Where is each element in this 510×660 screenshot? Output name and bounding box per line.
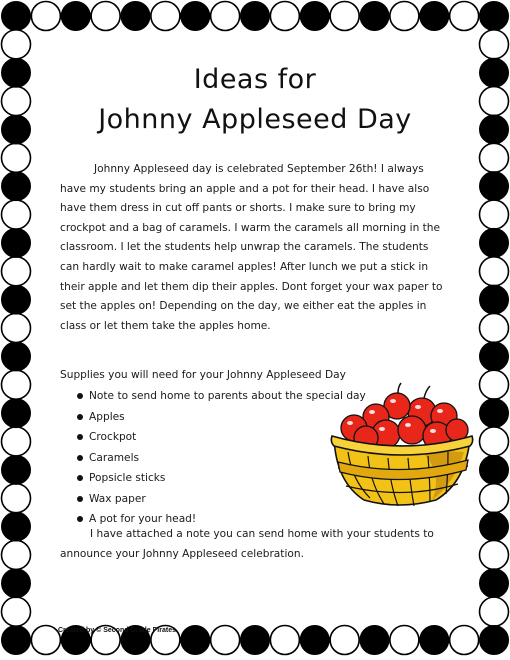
title-line-1: Ideas for bbox=[193, 64, 317, 95]
filled-dot bbox=[2, 285, 31, 314]
ring-dot bbox=[2, 87, 31, 116]
title-line-2: Johnny Appleseed Day bbox=[98, 104, 412, 135]
ring-dot bbox=[31, 626, 60, 655]
ring-dot bbox=[330, 626, 359, 655]
ring-dot bbox=[2, 200, 31, 229]
filled-dot bbox=[480, 228, 509, 257]
body-paragraph: Johnny Appleseed day is celebrated September 26th! I always have my students bring an apple and a pot for their head. I have also have them dress in cut off pants or shorts. I make sure to bring my crockpot and a bag of caramels. I warm the caramels all morning in the classroom. I let the students help unwrap the caramels. The students can hardly wait to make caramel apples! After lunch we put a stick in their apple and let them dip their apples. Dont forget your wax paper to set the apples on! Depending on the day, we either eat the apples in class or let them take the apples home. bbox=[60, 163, 443, 332]
ring-dot bbox=[31, 2, 60, 31]
ring-dot bbox=[390, 2, 419, 31]
filled-dot bbox=[2, 512, 31, 541]
ring-dot bbox=[2, 540, 31, 569]
filled-dot bbox=[480, 569, 509, 598]
filled-dot bbox=[480, 172, 509, 201]
list-item: Wax paper bbox=[60, 489, 444, 510]
ring-dot bbox=[480, 484, 509, 513]
ring-dot bbox=[330, 2, 359, 31]
filled-dot bbox=[360, 2, 389, 31]
ring-dot bbox=[480, 597, 509, 626]
filled-dot bbox=[480, 285, 509, 314]
filled-dot bbox=[61, 2, 90, 31]
filled-dot bbox=[420, 2, 449, 31]
ring-dot bbox=[480, 30, 509, 59]
list-item: Note to send home to parents about the special day bbox=[60, 386, 444, 407]
ring-dot bbox=[480, 314, 509, 343]
filled-dot bbox=[2, 228, 31, 257]
filled-dot bbox=[181, 626, 210, 655]
filled-dot bbox=[181, 2, 210, 31]
filled-dot bbox=[300, 626, 329, 655]
apple-basket-icon bbox=[324, 372, 474, 510]
filled-dot bbox=[480, 115, 509, 144]
filled-dot bbox=[480, 2, 509, 31]
ring-dot bbox=[480, 143, 509, 172]
ring-dot bbox=[2, 427, 31, 456]
ring-dot bbox=[2, 314, 31, 343]
filled-dot bbox=[480, 58, 509, 87]
filled-dot bbox=[480, 455, 509, 484]
ring-dot bbox=[480, 200, 509, 229]
ring-dot bbox=[390, 626, 419, 655]
ring-dot bbox=[480, 427, 509, 456]
ring-dot bbox=[480, 370, 509, 399]
credit-line: Created by © Second Grade Pirates bbox=[58, 627, 176, 634]
ring-dot bbox=[450, 626, 479, 655]
ring-dot bbox=[2, 484, 31, 513]
supplies-heading: Supplies you will need for your Johnny Appleseed Day bbox=[60, 369, 346, 381]
ring-dot bbox=[2, 143, 31, 172]
list-item: Popsicle sticks bbox=[60, 468, 444, 489]
ring-dot bbox=[480, 87, 509, 116]
filled-dot bbox=[2, 455, 31, 484]
ring-dot bbox=[450, 2, 479, 31]
ring-dot bbox=[91, 2, 120, 31]
ring-dot bbox=[2, 597, 31, 626]
filled-dot bbox=[121, 2, 150, 31]
filled-dot bbox=[2, 2, 31, 31]
filled-dot bbox=[480, 342, 509, 371]
filled-dot bbox=[2, 626, 31, 655]
ring-dot bbox=[270, 2, 299, 31]
ring-dot bbox=[2, 370, 31, 399]
list-item: Caramels bbox=[60, 448, 444, 469]
filled-dot bbox=[2, 172, 31, 201]
ring-dot bbox=[211, 626, 240, 655]
filled-dot bbox=[2, 569, 31, 598]
filled-dot bbox=[241, 2, 270, 31]
filled-dot bbox=[2, 58, 31, 87]
ring-dot bbox=[151, 2, 180, 31]
filled-dot bbox=[360, 626, 389, 655]
ring-dot bbox=[270, 626, 299, 655]
ring-dot bbox=[2, 30, 31, 59]
filled-dot bbox=[241, 626, 270, 655]
filled-dot bbox=[480, 512, 509, 541]
ring-dot bbox=[480, 540, 509, 569]
ring-dot bbox=[211, 2, 240, 31]
list-item: Crockpot bbox=[60, 427, 444, 448]
filled-dot bbox=[420, 626, 449, 655]
ring-dot bbox=[480, 257, 509, 286]
closing-paragraph: I have attached a note you can send home with your students to announce your Johnny Appleseed celebration. bbox=[60, 528, 434, 560]
filled-dot bbox=[2, 399, 31, 428]
list-item: A pot for your head! bbox=[60, 509, 444, 530]
filled-dot bbox=[480, 626, 509, 655]
filled-dot bbox=[480, 399, 509, 428]
filled-dot bbox=[2, 342, 31, 371]
list-item: Apples bbox=[60, 407, 444, 428]
filled-dot bbox=[2, 115, 31, 144]
ring-dot bbox=[2, 257, 31, 286]
filled-dot bbox=[300, 2, 329, 31]
